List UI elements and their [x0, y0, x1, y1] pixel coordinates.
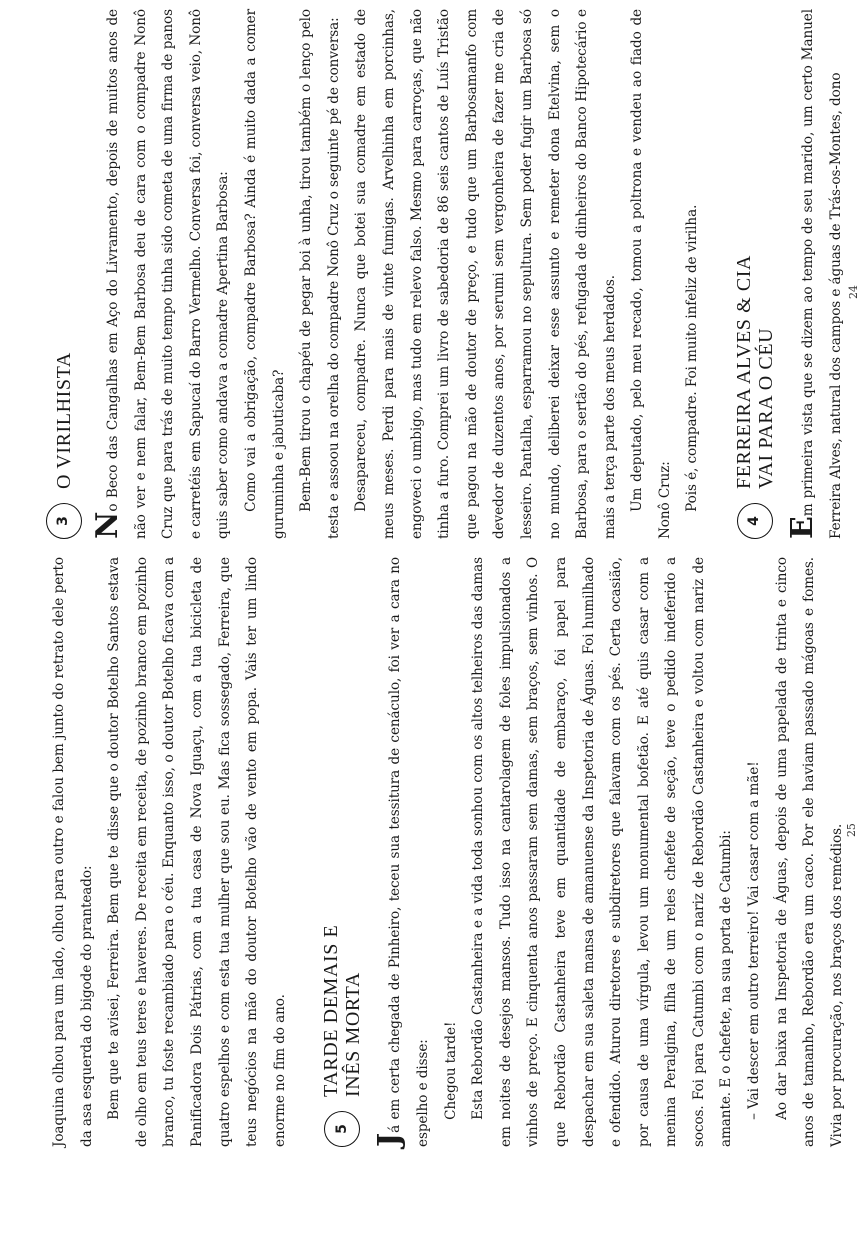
paragraph: Chegou tarde!: [442, 1021, 459, 1120]
paragraph: Desapareceu, compadre. Nunca que botei sua comadre em estado de meus meses. Perdi para mais de vinte fumigas. Arvelhinha em porcinhas, engoveci o umbigo, mas tudo em relevo falso. Mesmo para carroças, que não tinha a furo. Comprei um livro de sabedoria de 86 seis cantos de Luís Tristão que pagou na mão de doutor de preço, e tudo que um Barbosamanfo com devedor de duzentos anos, por serumi sem vergonheira de fazer me cria de lesseiro. Pantalha, esparramou no sepultura. Sem poder fugir um Barbosa só no mundo, deliberei deixar esse assunto e remeter dona Etelvina, sem o Barbosa, para o sertão do pés, refugada de dinheiros do Banco Hipotecário e mais a terça parte dos meus herdados.: [353, 9, 618, 539]
paragraph: Bem-Bem tirou o chapéu de pegar boi à unha, tirou também o lenço pelo testa e assoou na orelha do compadre Nonô Cruz o seguinte pé de conversa:: [298, 9, 342, 539]
chapter-number-badge: 3: [46, 503, 82, 539]
chapter-5-heading: [320, 557, 364, 1147]
chapter-number-badge: 4: [737, 503, 773, 539]
paragraph: Esta Rebordão Castanheira e a vida toda sonhou com os altos telheiros das damas em noites de desejos mansos. Tudo isso na cantarolagem de foles impulsionados a vinhos de preço. E cinquenta anos passaram sem damas, sem braços, sem vinhos. O que Rebordão Castanheira teve em quantidade de embaraço, foi papel para despachar em sua saleta mansa de amanuense da Inspetoria de Águas. Foi humilhado e ofendido. Aturou diretores e subdiretores que falavam com os pés. Certa ocasião, por causa de uma vírgula, levou um monumental bofetão. E até quis casar com a menina Peralgina, filha de um reles chefete de seção, teve o pedido indeferido a socos. Foi para Catumbi com o nariz de Rebordão Castanheira e voltou com nariz de amante. E o chefete, na sua porta de Catumbi:: [470, 557, 735, 1147]
right-page: [46, 557, 858, 1147]
chapter-3-heading: [46, 9, 82, 539]
chapter-subtitle: INÊS MORTA: [342, 972, 365, 1097]
chapter-number-badge: 5: [324, 1111, 360, 1147]
page-number: 25: [845, 823, 858, 837]
chapter-title: TARDE DEMAIS E: [320, 924, 343, 1097]
page-number: 24: [847, 285, 860, 299]
chapter-subtitle: VAI PARA O CÉU: [755, 327, 778, 489]
paragraph: – Vai descer em outro terreiro! Vai casar com a mãe!: [746, 761, 763, 1120]
paragraph: Pois é, compadre. Foi muito infeliz de virilha.: [684, 204, 701, 512]
paragraph: Como vai a obrigação, compadre Barbosa? Ainda é muito dada a comer guruminha e jabuticaba?: [242, 9, 287, 539]
left-page: [46, 9, 860, 539]
chapter-title: FERREIRA ALVES & CIA: [733, 254, 756, 489]
chapter-title: O VIRILHISTA: [53, 352, 75, 489]
paragraph: Bem que te avisei, Ferreira. Bem que te disse que o doutor Botelho Santos estava de olho em teus teres e haveres. De receita em receita, de pozinho branco em pozinho branco, tu foste recambiado para o céu. Enquanto isso, o doutor Botelho ficava com a Panificadora Dois Pátrias, com a tua casa de Nova Iguaçu, com a tua bicicleta de quatro espelhos e com esta tua mulher que sou eu. Mas fica sossegado, Ferreira, que teus negócios na mão do doutor Botelho vão de vento em popa. Vais ter um lindo enorme no fim do ano.: [106, 557, 288, 1147]
chapter-4-heading: [733, 9, 777, 539]
paragraph: Ao dar baixa na Inspetoria de Águas, depois de uma papelada de trinta e cinco anos de tamanho, Rebordão era um caco. Por ele haviam passado mágoas e fomes. Vivia por procuração, nos braços dos remédios.: [773, 557, 845, 1147]
paragraph: Joaquina olhou para um lado, olhou para outro e falou bem junto do retrato dele perto da asa esquerda do bigode do pranteado:: [51, 557, 95, 1147]
paragraph: Já em certa chegada de Pinheiro, teceu sua tessitura de cenáculo, foi ver a cara no espelho e disse:: [372, 557, 431, 1147]
paragraph: Em primeira vista que se dizem ao tempo de seu marido, um certo Manuel Ferreira Alves, natural dos campos e águas de Trás-os-Montes, dono: [785, 9, 844, 539]
paragraph: No Beco das Cangalhas em Aço do Livramento, depois de muitos anos de não ver e nem falar, Bem-Bem Barbosa deu de cara com o compadre Nonô Cruz que para trás de muito tempo tinha sido cometa de uma firma de panos e carretéis em Sapucaí do Barro Vermelho. Conversa foi, conversa veio, Nonô quis saber como andava a comadre Apertina Barbosa:: [90, 9, 232, 539]
paragraph: Um deputado, pelo meu recado, tomou a poltrona e vendeu ao fiado de Nonô Cruz:: [629, 9, 673, 539]
